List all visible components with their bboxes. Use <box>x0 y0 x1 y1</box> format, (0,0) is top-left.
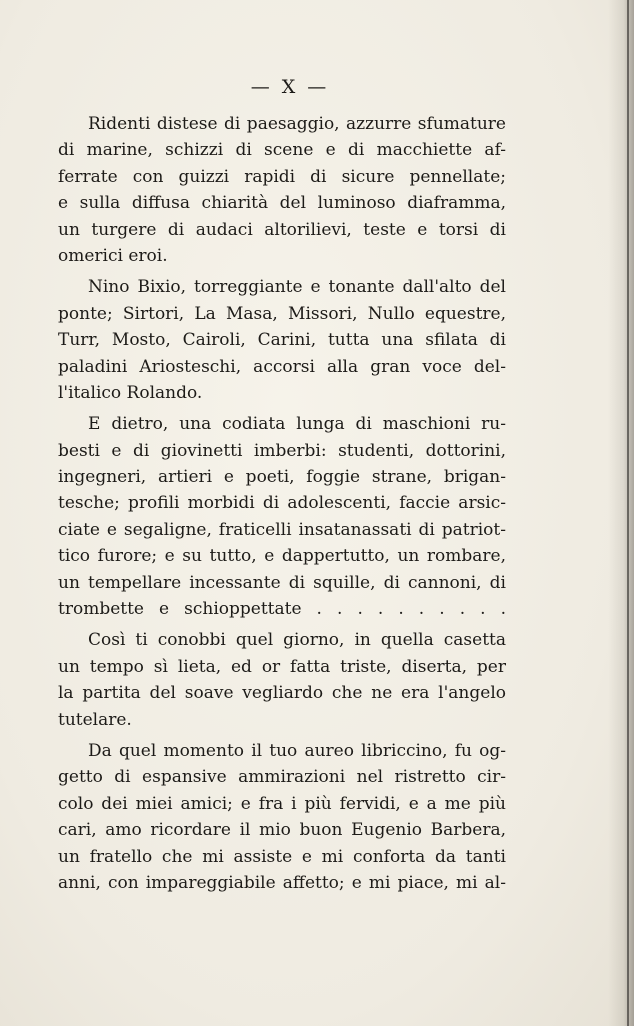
text-line: paladini Ariosteschi, accorsi alla gran voce del- <box>58 356 506 377</box>
text-line: tico furore; e su tutto, e dappertutto, un rombare, <box>58 546 506 567</box>
text-line: l'italico Rolando. <box>58 382 203 403</box>
page-number: — X — <box>250 76 330 98</box>
text-line: ciate e segaligne, fraticelli insatanassati di patriot- <box>58 519 506 540</box>
text-line: besti e di giovinetti imberbi: studenti, dottorini, <box>58 440 506 461</box>
text-line: Così ti conobbi quel giorno, in quella casetta <box>88 630 506 651</box>
text-line: un tempellare incessante di squille, di cannoni, di <box>58 572 506 593</box>
paragraph <box>58 738 506 896</box>
paragraph <box>58 111 506 269</box>
text-line: anni, con impareggiabile affetto; e mi piace, mi al- <box>58 872 506 893</box>
text-line: un tempo sì lieta, ed or fatta triste, diserta, per <box>58 656 506 677</box>
text-line: Ridenti distese di paesaggio, azzurre sfumature <box>88 114 506 134</box>
paragraph <box>58 411 506 622</box>
text-line: ferrate con guizzi rapidi di sicure pennellate; <box>58 166 506 187</box>
text-line: cari, amo ricordare il mio buon Eugenio Barbera, <box>58 820 506 841</box>
text-line: omerici eroi. <box>58 245 168 266</box>
text-line: la partita del soave vegliardo che ne era l'angelo <box>58 683 506 704</box>
text-line: di marine, schizzi di scene e di macchiette af- <box>58 140 506 161</box>
text-line: e sulla diffusa chiarità del luminoso diaframma, <box>58 193 506 214</box>
text-line: ingegneri, artieri e poeti, foggie strane, brigan- <box>58 467 506 488</box>
text-line: colo dei miei amici; e fra i più fervidi, e a me più <box>58 793 506 814</box>
text-line: un fratello che mi assiste e mi conforta da tanti <box>58 846 506 867</box>
text-line: E dietro, una codiata lunga di maschioni ru- <box>88 414 506 435</box>
page-edge-shadow <box>608 0 634 1026</box>
text-line: trombette e schioppettate . . . . . . . . . . <box>58 599 506 620</box>
page-edge-line <box>627 0 629 1026</box>
text-line: getto di espansive ammirazioni nel ristretto cir- <box>58 767 506 788</box>
text-line: Turr, Mosto, Cairoli, Carini, tutta una sfilata di <box>58 330 506 351</box>
text-line: tesche; profili morbidi di adolescenti, faccie arsic- <box>58 493 506 514</box>
body-text <box>58 111 506 896</box>
paragraph <box>58 627 506 733</box>
text-line: tutelare. <box>58 709 132 730</box>
text-line: un turgere di audaci altorilievi, teste e torsi di <box>58 219 506 240</box>
text-line: Da quel momento il tuo aureo libriccino, fu og- <box>88 740 506 761</box>
paragraph <box>58 274 506 406</box>
text-line: Nino Bixio, torreggiante e tonante dall'alto del <box>88 277 506 298</box>
text-line: ponte; Sirtori, La Masa, Missori, Nullo equestre, <box>58 303 506 324</box>
